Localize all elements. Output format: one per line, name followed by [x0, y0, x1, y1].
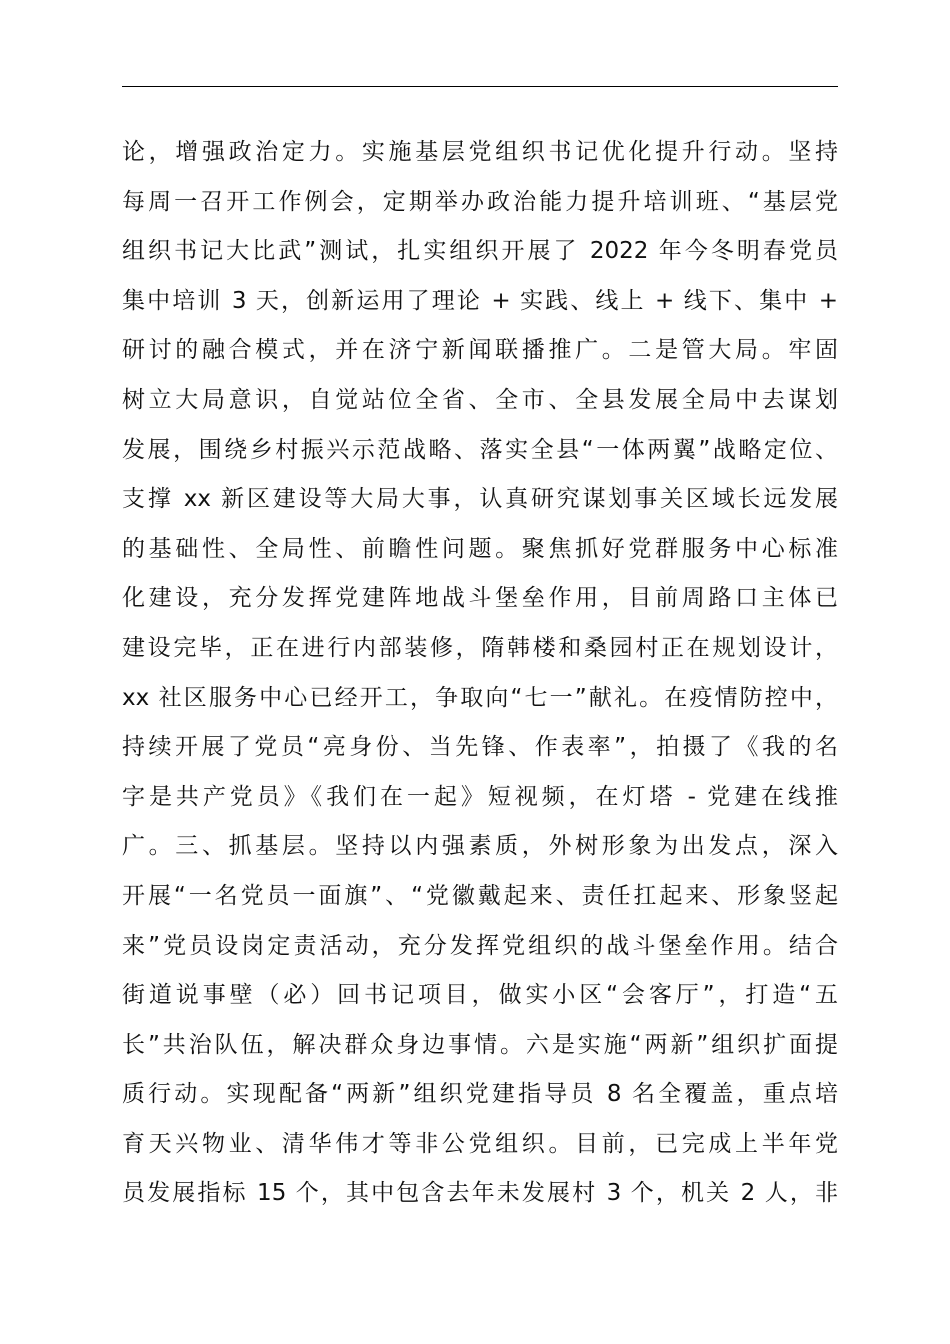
text-line: 育天兴物业、清华伟才等非公党组织。目前，已完成上半年党 [122, 1130, 838, 1157]
text-line: 的基础性、全局性、前瞻性问题。聚焦抓好党群服务中心标准 [122, 535, 838, 562]
text-line: 广。三、抓基层。坚持以内强素质，外树形象为出发点，深入 [122, 833, 838, 860]
text-line: 树立大局意识，自觉站位全省、全市、全县发展全局中去谋划 [122, 386, 838, 413]
document-body [122, 128, 838, 1219]
text-line: 来”党员设岗定责活动，充分发挥党组织的战斗堡垒作用。结合 [122, 932, 838, 959]
text-line: 员发展指标 15 个，其中包含去年未发展村 3 个，机关 2 人，非 [122, 1180, 838, 1207]
text-line: 持续开展了党员“亮身份、当先锋、作表率”，拍摄了《我的名 [122, 734, 838, 761]
header-rule [122, 86, 838, 87]
text-line: 开展“一名党员一面旗”、“党徽戴起来、责任扛起来、形象竖起 [122, 882, 838, 909]
text-line: 集中培训 3 天，创新运用了理论 + 实践、线上 + 线下、集中 + [122, 287, 838, 314]
text-line: 研讨的融合模式，并在济宁新闻联播推广。二是管大局。牢固 [122, 337, 838, 364]
text-line: 每周一召开工作例会，定期举办政治能力提升培训班、“基层党 [122, 188, 838, 215]
text-line: 建设完毕，正在进行内部装修，隋韩楼和桑园村正在规划设计， [122, 634, 838, 661]
text-line: 长”共治队伍，解决群众身边事情。六是实施“两新”组织扩面提 [122, 1031, 838, 1058]
text-line: 支撑 xx 新区建设等大局大事，认真研究谋划事关区域长远发展 [122, 486, 838, 513]
text-line: 街道说事壁（必）回书记项目，做实小区“会客厅”，打造“五 [122, 982, 838, 1009]
text-line: 化建设，充分发挥党建阵地战斗堡垒作用，目前周路口主体已 [122, 585, 838, 612]
text-line: 论，增强政治定力。实施基层党组织书记优化提升行动。坚持 [122, 139, 838, 165]
text-line: 组织书记大比武”测试，扎实组织开展了 2022 年今冬明春党员 [122, 238, 838, 265]
text-line: 发展，围绕乡村振兴示范战略、落实全县“一体两翼”战略定位、 [122, 436, 838, 463]
text-line: 质行动。实现配备“两新”组织党建指导员 8 名全覆盖，重点培 [122, 1081, 838, 1108]
text-line: xx 社区服务中心已经开工，争取向“七一”献礼。在疫情防控中， [122, 684, 838, 711]
text-line: 字是共产党员》《我们在一起》短视频，在灯塔 - 党建在线推 [122, 783, 838, 810]
